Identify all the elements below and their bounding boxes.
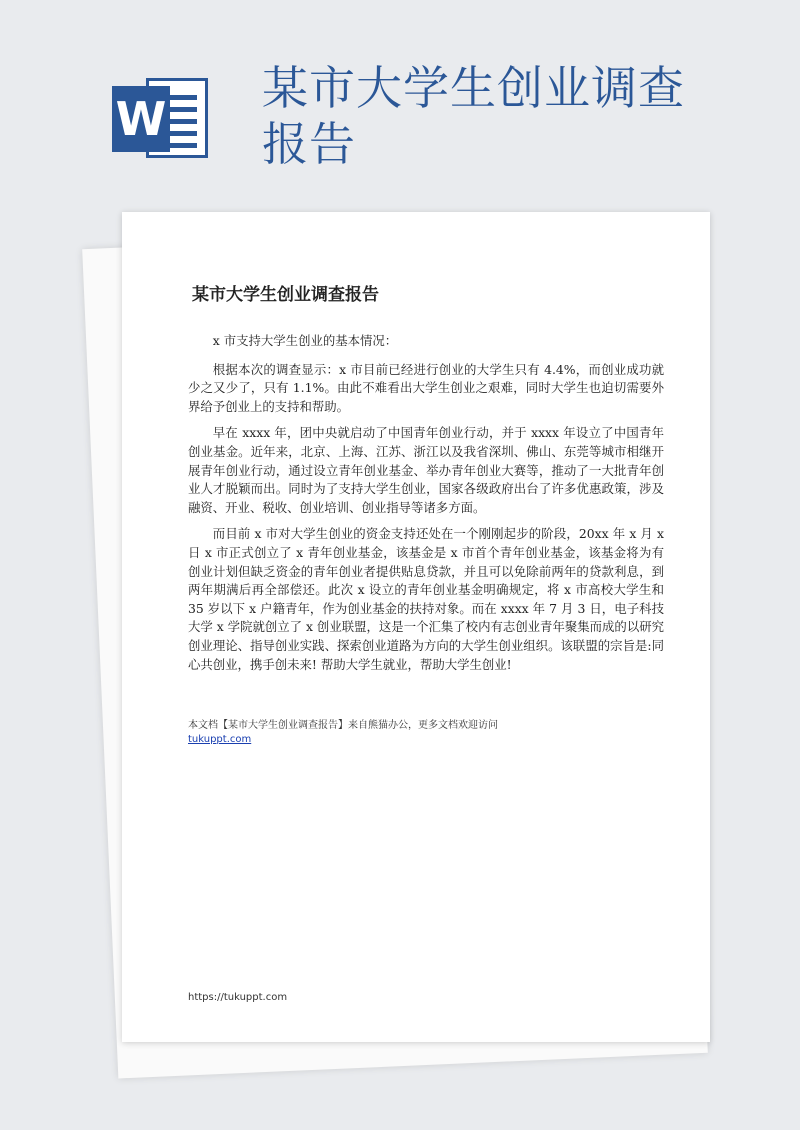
source-link[interactable]: tukuppt.com (188, 734, 252, 745)
document-body (188, 332, 664, 682)
paragraph: x 市支持大学生创业的基本情况： (212, 333, 398, 348)
document-title: 某市大学生创业调查报告 (192, 285, 379, 305)
document-page (122, 212, 710, 1042)
page-title: 某市大学生创业调查报告 (262, 61, 685, 171)
paragraph: 根据本次的调查显示：x 市目前已经进行创业的大学生只有 4.4%，而创业成功就少之又少了，只有 1.1%。由此不难看出大学生创业之艰难，同时大学生也迫切需要外界给予创业上的支持和帮助。 (188, 361, 664, 414)
word-app-icon (112, 72, 212, 164)
paragraph: 而目前 x 市对大学生创业的资金支持还处在一个刚刚起步的阶段，20xx 年 x 月 x 日 x 市正式创立了 x 青年创业基金，该基金是 x 市首个青年创业基金，该基金将为有创业计划但缺乏资金的青年创业者提供贴息贷款，并且可以免除前两年的贷款利息，到两年期满后再全部偿还。此次 x 设立的青年创业基金明确规定，将 x 市高校大学生和 35 岁以下 x 户籍青年，作为创业基金的扶持对象。而在 xxxx 年 7 月 3 日，电子科技大学 x 学院就创立了 x 创业联盟，这是一个汇集了校内有志创业青年聚集而成的以研究创业理论、指导创业实践、探索创业道路为方向的大学生创业组织。该联盟的宗旨是:同心共创业，携手创未来! 帮助大学生就业，帮助大学生创业! (188, 526, 664, 672)
paragraph: 早在 xxxx 年，团中央就启动了中国青年创业行动，并于 xxxx 年设立了中国青年创业基金。近年来，北京、上海、江苏、浙江以及我省深圳、佛山、东莞等城市相继开展青年创业行动，通过设立青年创业基金、举办青年创业大赛等，推动了一大批青年创业人才脱颖而出。同时为了支持大学生创业，国家各级政府出台了许多优惠政策，涉及融资、开业、税收、创业培训、创业指导等诸多方面。 (188, 425, 664, 515)
word-badge: W (112, 86, 170, 152)
footer-url: https://tukuppt.com (188, 992, 288, 1003)
source-notice: 本文档【某市大学生创业调查报告】来自熊猫办公，更多文档欢迎访问 (188, 720, 498, 731)
